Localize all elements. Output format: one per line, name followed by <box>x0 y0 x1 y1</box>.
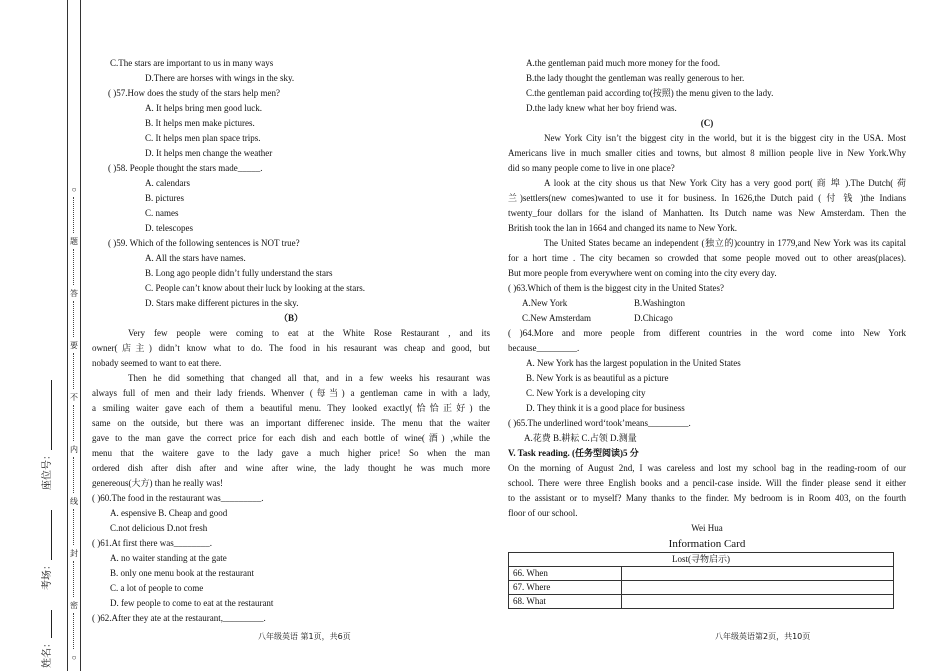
text-line: ordered dish after dish after and wine after wine, the lady thought he was much more <box>92 463 490 473</box>
text-line: D.the lady knew what her boy friend was. <box>526 103 677 113</box>
text-line: A. calendars <box>145 178 190 188</box>
seal-char: 封 <box>70 549 78 558</box>
seat-number-field[interactable] <box>40 380 55 490</box>
text-line: A.花费 B.耕耘 C.占领 D.测量 <box>524 433 637 443</box>
info-card-title: Information Card <box>668 538 746 550</box>
seal-dotted-line <box>73 561 74 597</box>
text-line: ( )65.The underlined word‘took’means_________. <box>508 418 691 428</box>
seal-char: 线 <box>70 497 78 506</box>
info-card-label: 67. Where <box>509 581 622 595</box>
page-1-footer: 八年级英语 第1页，共6页 <box>258 632 351 641</box>
info-card-header: Lost(寻物启示) <box>509 553 894 567</box>
text-line: Then he did something that changed all that, and in a few weeks his resaurant was <box>128 373 490 383</box>
text-line: D. It helps men change the weather <box>145 148 273 158</box>
page-1-column <box>92 56 490 626</box>
text-line: same on the outside, but there was an important differenec inside. The menu that the waiter <box>92 418 490 428</box>
seal-char: 不 <box>70 393 78 402</box>
seat-number-label: 座位号： <box>42 450 53 490</box>
text-line: A. All the stars have names. <box>145 253 246 263</box>
seal-dotted-line <box>73 353 74 389</box>
text-line: D. They think it is a good place for business <box>526 403 685 413</box>
answer-option: C.New Amsterdam <box>522 313 591 323</box>
seal-char: ○ <box>71 653 77 662</box>
text-line: menu that the waitere gave to the lady gave a much higher price! So when the man <box>92 448 490 458</box>
text-line: A.the gentleman paid much more money for the food. <box>526 58 720 68</box>
info-card-table <box>508 552 894 609</box>
info-card-answer-cell[interactable] <box>622 581 894 595</box>
text-line: V. Task reading. (任务型阅读)5 分 <box>508 448 639 458</box>
info-card-answer-cell[interactable] <box>622 567 894 581</box>
seal-dotted-line <box>73 509 74 545</box>
text-line: C. People can’t know about their luck by looking at the stars. <box>145 283 366 293</box>
text-line: C. New York is a developing city <box>526 388 646 398</box>
page-2-column <box>508 56 906 609</box>
text-line: nobady seemed to want to eat there. <box>92 358 222 368</box>
text-line: ( )60.The food in the restaurant was_________. <box>92 493 264 503</box>
text-line: A. It helps bring men good luck. <box>145 103 262 113</box>
text-line: （B） <box>278 313 303 323</box>
option-row <box>508 296 906 311</box>
info-card-answer-cell[interactable] <box>622 595 894 609</box>
text-line: ( )58. People thought the stars made_____. <box>108 163 263 173</box>
page-2-footer: 八年级英语第2页，共10页 <box>715 632 811 641</box>
text-line: (C) <box>700 118 714 128</box>
text-line: A. espensive B. Cheap and good <box>110 508 228 518</box>
answer-option: D.Chicago <box>634 313 673 323</box>
exam-room-blank[interactable] <box>43 510 52 560</box>
info-card-label: 68. What <box>509 595 622 609</box>
q63-options <box>508 296 906 326</box>
text-line: floor of our school. <box>508 508 578 518</box>
seal-char: 内 <box>70 445 78 454</box>
info-card-row <box>509 581 894 595</box>
text-line: school. There were three English books and a pencil-case inside. Will the finder please send it either <box>508 478 906 488</box>
text-line: Americans live in much smaller cities and towns, but almost 8 million people live in New York.Why <box>508 148 906 158</box>
seal-dotted-line <box>73 613 74 649</box>
exam-room-label: 考场： <box>42 560 53 590</box>
answer-option: B.Washington <box>634 298 686 308</box>
text-line: C. a lot of people to come <box>110 583 204 593</box>
text-line: But more people from everywhere went on coming into the city every day. <box>508 268 777 278</box>
text-line: C. It helps men plan space trips. <box>145 133 261 143</box>
seal-dotted-line <box>73 405 74 441</box>
seal-dotted-line <box>73 197 74 233</box>
text-line: A. no waiter standing at the gate <box>110 553 227 563</box>
text-line: D. telescopes <box>145 223 193 233</box>
text-line: ( )57.How does the study of the stars help men? <box>108 88 280 98</box>
text-line: B.the lady thought the gentleman was really generous to her. <box>526 73 745 83</box>
text-line: C.The stars are important to us in many ways <box>110 58 274 68</box>
text-line: British took the lan in 1664 and changed its name to New York. <box>508 223 737 233</box>
info-card-row <box>509 567 894 581</box>
text-line: D. few people to come to eat at the restaurant <box>110 598 274 608</box>
text-line: genereous(大方) than he really was! <box>92 478 223 488</box>
seat-number-blank[interactable] <box>43 380 52 450</box>
option-row <box>508 311 906 326</box>
name-label: 姓名： <box>42 638 53 668</box>
text-line: B. It helps men make pictures. <box>145 118 255 128</box>
seal-char: 题 <box>70 237 78 246</box>
text-line: ( )59. Which of the following sentences is NOT true? <box>108 238 300 248</box>
text-line: ( )63.Which of them is the biggest city in the United States? <box>508 283 724 293</box>
text-line: B. New York is as beautiful as a picture <box>526 373 669 383</box>
text-line: D. Stars make different pictures in the sky. <box>145 298 299 308</box>
text-line: B. pictures <box>145 193 184 203</box>
text-line: The United States became an independent (独立的)country in 1779,and New York was its capital <box>544 238 906 248</box>
text-line: did so many people come to live in one place? <box>508 163 675 173</box>
reading-c-passage <box>508 56 906 296</box>
seal-char: 答 <box>70 289 78 298</box>
text-line: a smiling waiter gave each of them a beautiful menu. They looked exactly(恰恰正好) the <box>92 403 490 413</box>
binding-margin <box>0 0 92 671</box>
seal-dotted-line <box>73 249 74 285</box>
seal-dotted-line <box>73 301 74 337</box>
text-line: to the assistant or to myself? Many thanks to the finder. My bedroom is in Room 403, on the fourth <box>508 493 906 503</box>
text-line: D.There are horses with wings in the sky. <box>145 73 295 83</box>
seal-char: 要 <box>70 341 78 350</box>
name-field[interactable] <box>40 610 55 668</box>
text-line: On the morning of August 2nd, I was careless and lost my school bag in the reading-room of our <box>508 463 906 473</box>
text-line: B. Long ago people didn’t fully understand the stars <box>145 268 333 278</box>
text-line: ( )61.At first there was________. <box>92 538 212 548</box>
text-line: for a hort time . The city becamen so crowded that some people moved out to other areas(places). <box>508 253 906 263</box>
seal-line-text <box>68 0 80 671</box>
text-line: C. names <box>145 208 179 218</box>
text-line: twenty_four dollars for the island of Manhatten. Its Dutch name was New Amsterdam. Then the <box>508 208 906 218</box>
seal-char: ○ <box>71 185 77 194</box>
text-line: C.not delicious D.not fresh <box>110 523 208 533</box>
info-card-label: 66. When <box>509 567 622 581</box>
text-line: ( )62.After they ate at the restaurant,_________. <box>92 613 266 623</box>
text-line: because_________. <box>508 343 580 353</box>
text-line: 兰)settlers(new comes)wanted to use it for business. In 1626,the Dutch paid ( 付 钱 )the Indians <box>508 193 906 203</box>
text-line: B. only one menu book at the restaurant <box>110 568 254 578</box>
text-line: owner(店主) didn’t know what to do. The food in his resaurant was cheap and good, but <box>92 343 490 353</box>
exam-room-field[interactable] <box>40 510 55 590</box>
text-line: C.the gentleman paid according to(按照) the menu given to the lady. <box>526 88 774 98</box>
task-reading-section <box>508 326 906 536</box>
name-blank[interactable] <box>43 610 52 638</box>
text-line: A look at the city shous us that New York City has a very good port( 商 埠 ).The Dutch( 荷 <box>544 178 906 188</box>
text-line: New York City isn’t the biggest city in the world, but it is the biggest city in the USA. Most <box>544 133 906 143</box>
seal-char: 密 <box>70 601 78 610</box>
answer-option: A.New York <box>522 298 568 308</box>
text-line: ( )64.More and more people from different countries in the word come into New York <box>508 328 906 338</box>
info-card-row <box>509 595 894 609</box>
text-line: always full of men and their lady friends. Whenver (每当) a gentleman came in with a lady, <box>92 388 490 398</box>
text-line: Very few people were coming to eat at the White Rose Restaurant , and its <box>128 328 490 338</box>
text-line: gave to the man gave the correct price for each dish and each bottle of wine(酒) ,while the <box>92 433 490 443</box>
seal-dotted-line <box>73 457 74 493</box>
info-card-header-row <box>509 553 894 567</box>
text-line: Wei Hua <box>691 523 723 533</box>
text-line: A. New York has the largest population in the United States <box>526 358 741 368</box>
